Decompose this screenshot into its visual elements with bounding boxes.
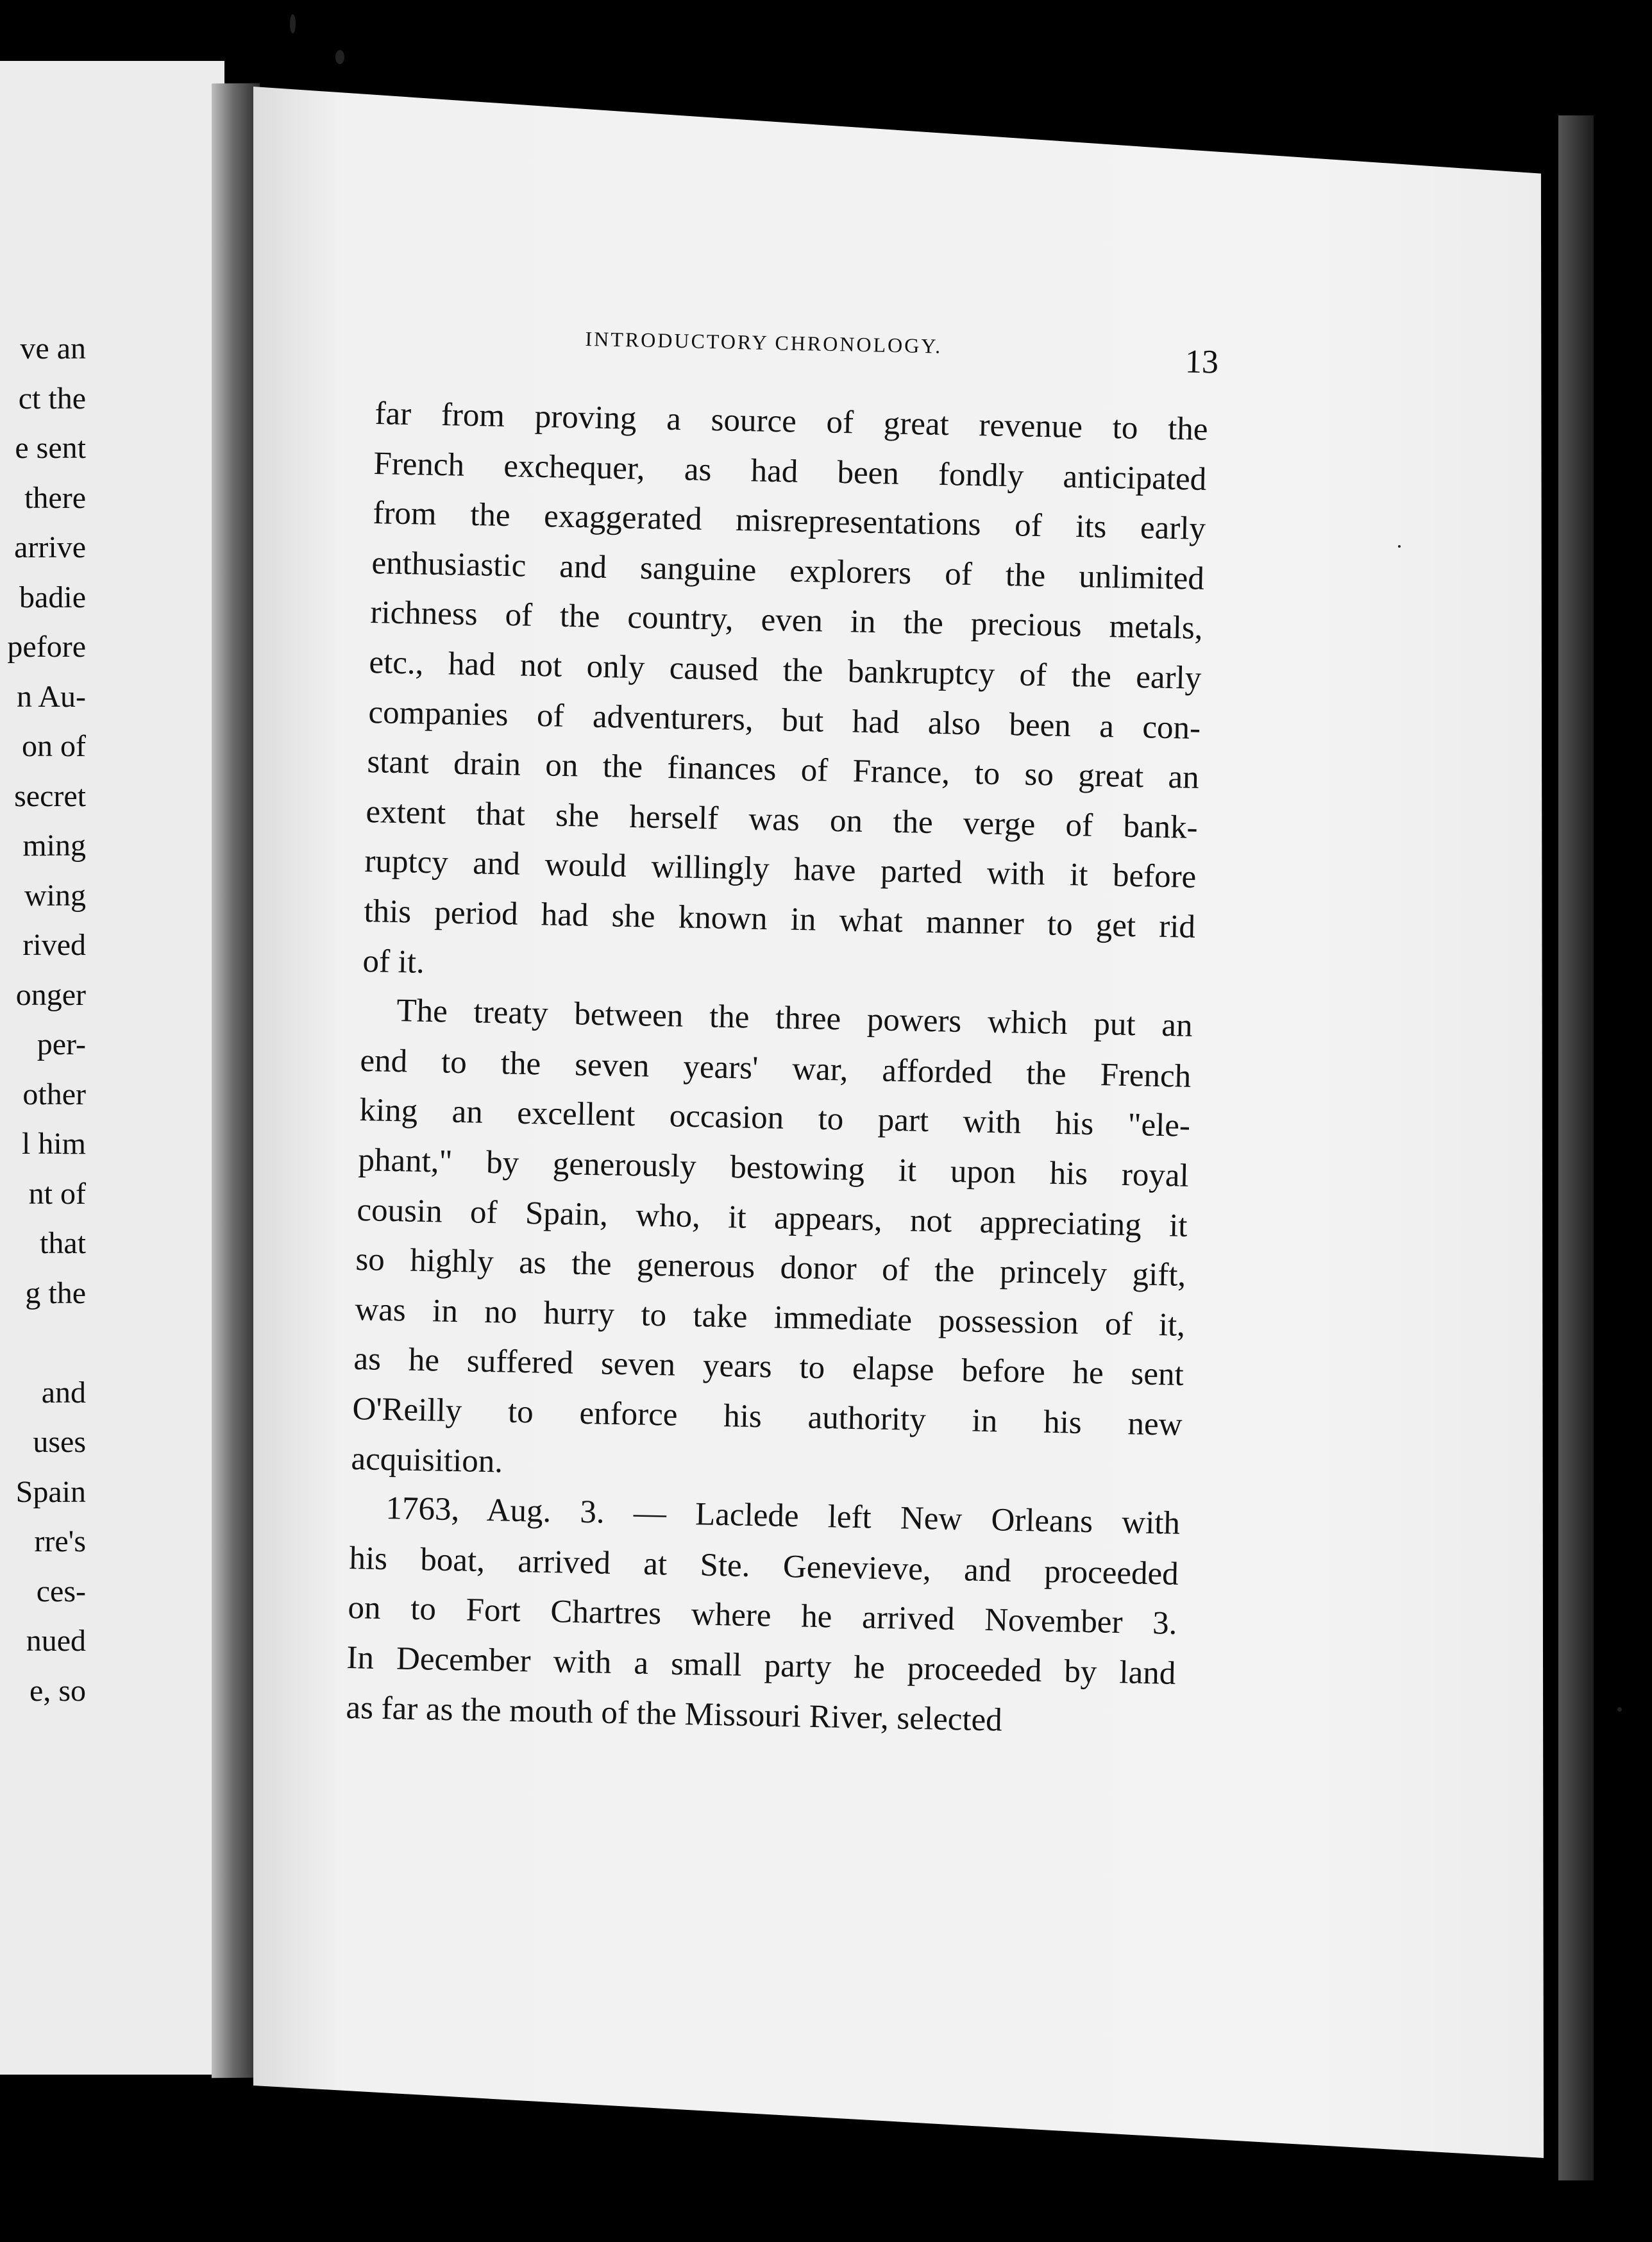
left-page-line: secret [14, 779, 86, 813]
dust-speck [290, 14, 296, 33]
left-page-line: on of [22, 729, 86, 763]
body-line: O'Reilly to enforce his authority in his new [351, 1391, 1183, 1443]
body-line: from the exaggerated misrepresentations of its early [372, 495, 1206, 548]
left-page-line: onger [15, 977, 86, 1012]
body-line: so highly as the generous donor of the princely gift, [355, 1242, 1187, 1294]
left-page-line: ming [22, 829, 86, 863]
body-line: extent that she herself was on the verge of bank- [365, 793, 1199, 846]
dust-speck [1398, 545, 1401, 548]
body-line: far from proving a source of great revenue to the [374, 396, 1209, 448]
body-line: stant drain on the finances of France, to so great an [366, 744, 1200, 796]
left-page-line: e, so [30, 1673, 86, 1708]
page-edge [1558, 115, 1594, 2180]
body-line: as he suffered seven years to elapse before he sent [353, 1341, 1184, 1394]
body-line: companies of adventurers, but had also been a con- [367, 694, 1201, 746]
body-line: as far as the mouth of the Missouri River, selected [345, 1689, 1002, 1739]
left-page-line: l him [21, 1127, 86, 1161]
body-line: The treaty between the three powers which put an [396, 993, 1193, 1045]
left-page-line: e sent [15, 431, 86, 465]
body-line: king an excellent occasion to part with his "ele- [358, 1092, 1191, 1145]
left-page-line: n Au- [17, 679, 86, 714]
body-line: on to Fort Chartres where he arrived November 3. [347, 1590, 1178, 1642]
body-line: acquisition. [351, 1440, 503, 1480]
body-line: of it. [362, 943, 425, 981]
body-line: etc., had not only caused the bankruptcy of the early [369, 645, 1202, 696]
left-page-line: per- [37, 1027, 86, 1061]
left-page-line: rre's [34, 1524, 86, 1558]
body-line: was in no hurry to take immediate possession of it, [354, 1291, 1186, 1344]
left-page-line: rived [22, 928, 86, 962]
left-page-line: ve an [20, 332, 86, 366]
left-page-line: and [41, 1375, 86, 1410]
body-line: In December with a small party he proceeded by land [346, 1640, 1177, 1692]
left-page-line: uses [33, 1425, 86, 1459]
left-page-line: badie [19, 580, 86, 614]
page-number: 13 [1184, 343, 1219, 381]
left-page-line: ces- [36, 1574, 86, 1608]
dust-speck [335, 50, 344, 64]
body-line: 1763, Aug. 3. — Laclede left New Orleans with [385, 1490, 1181, 1542]
dust-speck [1617, 1707, 1622, 1712]
left-page-line: arrive [14, 530, 86, 564]
left-facing-page [0, 61, 224, 2075]
left-page-line: other [22, 1077, 86, 1111]
left-page-line: nt of [28, 1176, 86, 1211]
running-head: INTRODUCTORY CHRONOLOGY. [585, 327, 943, 358]
body-line: cousin of Spain, who, it appears, not appreciating it [356, 1192, 1188, 1244]
left-page-line: pefore [7, 630, 86, 664]
left-page-line: that [40, 1226, 86, 1260]
body-line: this period had she known in what manner to get rid [363, 893, 1196, 945]
body-line: phant," by generously bestowing it upon his royal [357, 1142, 1190, 1194]
left-page-line: ct the [18, 381, 86, 416]
left-page-line: g the [25, 1276, 86, 1310]
left-page-line: nued [26, 1624, 86, 1658]
left-page-line: Spain [15, 1474, 86, 1509]
body-line: French exchequer, as had been fondly anticipated [373, 445, 1208, 498]
body-line: ruptcy and would willingly have parted with it before [364, 843, 1197, 896]
left-page-line: there [24, 480, 86, 515]
body-line: end to the seven years' war, afforded the French [360, 1042, 1192, 1095]
body-line: richness of the country, even in the precious metals, [369, 594, 1204, 647]
body-line: enthusiastic and sanguine explorers of the unlimited [371, 544, 1205, 597]
book-gutter-shadow [212, 83, 260, 2078]
body-line: his boat, arrived at Ste. Genevieve, and proceeded [348, 1540, 1179, 1592]
left-page-line: wing [24, 878, 86, 913]
